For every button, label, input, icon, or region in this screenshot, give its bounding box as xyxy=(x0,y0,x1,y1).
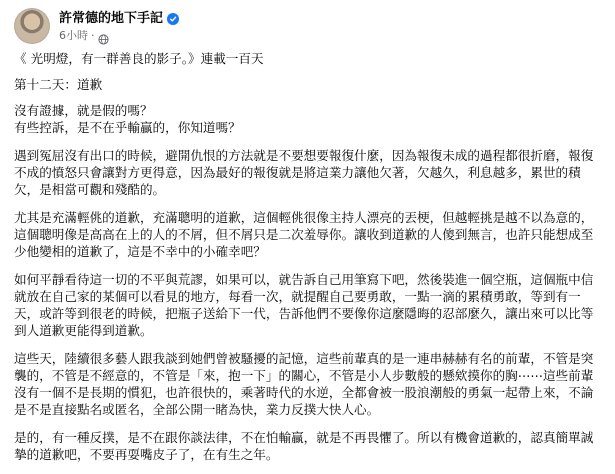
post-paragraph: 遇到冤屈沒有出口的時候，避開仇恨的方法就是不要想要報復什麼，因為報復未成的過程都很折磨，報復不成的憤怒只會讓對方更得意，因為最好的報復就是將這業力讓他欠著，欠越久，利息越多，累世的積欠，是相當可觀和殘酷的。 xyxy=(14,148,594,197)
post-title: 《 光明燈，有一群善良的影子。》連載一百天 xyxy=(14,51,264,66)
post-paragraph: 這些天，陸續很多藝人跟我談到她們曾被騷擾的記憶，這些前輩真的是一連串赫赫有名的前輩，不管是突襲的，不管是不經意的，不管是「來，抱一下」的關心，不管是小人步數般的懸欸摸你的胸⋯⋯這些前輩沒有一個不是長期的慣犯，也許很快的，乘著時代的水逆，全都會被一股浪潮般的勇氣一起帶上來，不論是不是直接點名或匿名，全部公開一睹為快，業力反撲大快人心。 xyxy=(14,351,594,417)
post-subinfo xyxy=(59,29,179,42)
separator-dot: · xyxy=(91,28,95,42)
author-avatar[interactable] xyxy=(14,8,50,44)
post-body xyxy=(14,50,604,474)
post-paragraph: 如何平靜看待這一切的不平與荒謬，如果可以，就告訴自己用筆寫下吧，然後裝進一個空瓶，這個瓶中信就放在自己家的某個可以看見的地方，每看一次，就提醒自己要勇敢，一點一滴的累積勇敢，等到有一天，或許等到很老的時候，把瓶子送給下一代，告訴他們不要像你這麼隱晦的忍部麼久，讓出來可以比等到人道歉更能得到道歉。 xyxy=(14,272,594,338)
post-paragraph: 有些控訴，是不在乎輸贏的，你知道嗎？ xyxy=(14,120,241,135)
verified-badge-icon xyxy=(167,13,179,25)
author-name-row xyxy=(59,11,179,27)
post-paragraph: 是的，有一種反撲，是不在跟你談法律，不在怕輸贏，就是不再畏懼了。所以有機會道歉的，認真簡單誠摯的道歉吧，不要再耍嘴皮子了，在有生之年。 xyxy=(14,430,594,462)
post-paragraph: 沒有證據，就是假的嗎？ xyxy=(14,103,153,118)
post-timestamp[interactable]: 6小時 xyxy=(59,28,88,42)
post-paragraph: 尤其是充滿輕佻的道歉，充滿聰明的道歉，這個輕佻很像主持人漂亮的丟梗，但越輕挑是越不以為意的，這個聰明像是高高在上的人的不屑，但不屑只是二次羞辱你。讓收到道歉的人傻到無言，也許只能想成至少他變相的道歉了，這是不幸中的小確幸吧？ xyxy=(14,210,594,259)
post-header xyxy=(14,8,179,44)
author-meta xyxy=(59,11,179,42)
author-name[interactable]: 許常德的地下手記 xyxy=(59,10,164,26)
chapter-heading: 第十二天：道歉 xyxy=(14,77,103,92)
globe-icon[interactable] xyxy=(98,30,109,41)
